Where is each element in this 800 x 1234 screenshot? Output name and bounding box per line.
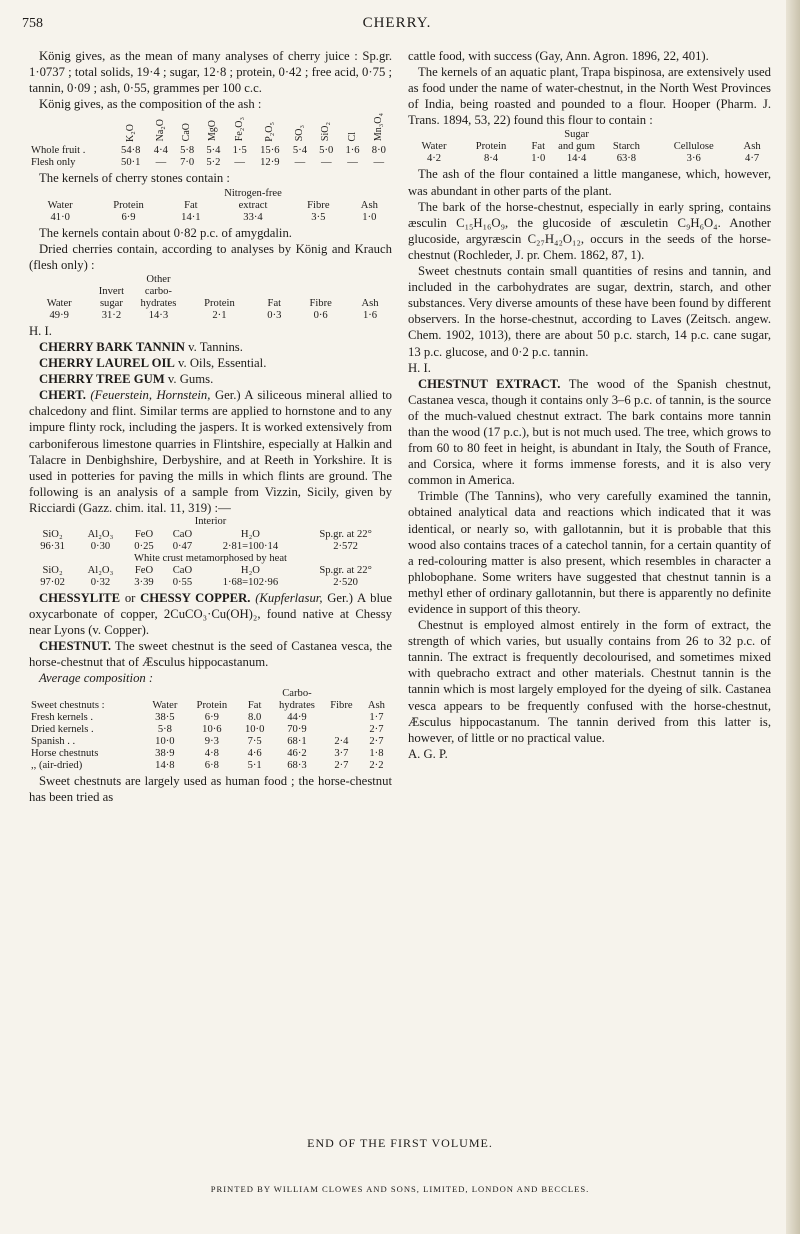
- table-row: Horse chestnuts 38·9 4·8 4·6 46·2 3·7 1·8: [31, 747, 384, 759]
- end-of-volume: END OF THE FIRST VOLUME.: [307, 1136, 493, 1150]
- entry-cherry-bark-tannin: CHERRY BARK TANNIN v. Tannins.: [39, 339, 243, 354]
- table-row: ,, (air-dried) 14·8 6·8 5·1 68·3 2·7 2·2: [31, 759, 384, 771]
- page-header: [22, 16, 772, 36]
- paragraph: Trimble (The Tannins), who very carefully examined the tannin, obtained analytical data and reactions which indicated that it was identical, or nearly so, with gallotannin, but it is probable that this wood also contains traces of a catechol tannin, for a certain quantity of a red-colouring matter is also present, which resembles in character a phlobophane. Some writers have suggested that chestnut tannin is a methyl ether of ordinary gallotannin, but there is apparently no definite evidence in support of this theory.: [408, 489, 771, 616]
- kernels-table: Water Protein Fat Nitrogen-free extract Fibre Ash 41·0 6·9 14·1 33·4 3·5 1·0: [29, 188, 392, 224]
- paragraph: König gives, as the composition of the ash :: [39, 97, 262, 112]
- paragraph: König gives, as the mean of many analyses of cherry juice : Sp.gr. 1·0737 ; total solids, 19·4 ; sugar, 12·8 ; protein, 0·42 ; free acid, 0·75 ; tannin, 0·09 ; ash, 0·55, grammes per 100 c.c.: [29, 49, 392, 96]
- chestnut-composition-table: Sweet chestnuts : Water Protein Fat Carbo-hydrates Fibre Ash Fresh kernels . 38·5 6·9 8.0 44·9 1·7 Dried kernels . 5·8 10·6 10·0 70·9 2·7 Spanish . . 10·0 9·3 7·5 68·1 2·4 2·7 Horse chestnuts 38·9 4·8 4·6 46·2 3·7 1·8 ,, (air-dried) 14·8 6·8 5·1 68·3 2·7 2·2: [29, 688, 392, 772]
- dried-cherries-table: Water Invert sugar Other carbo-hydrates Protein Fat Fibre Ash 49·9 31·2 14·3 2·1 0·3 0·6 1·6: [29, 274, 392, 322]
- avg-composition-label: Average composition :: [39, 671, 154, 686]
- table-row: Spanish . . 10·0 9·3 7·5 68·1 2·4 2·7: [31, 735, 384, 747]
- table-row: Dried kernels . 5·8 10·6 10·0 70·9 2·7: [31, 723, 384, 735]
- entry-chestnut: CHESTNUT. The sweet chestnut is the seed of Castanea vesca, the horse-chestnut that of Æsculus hippocastanum.: [29, 639, 392, 670]
- chert-table: SiO₂ Al₂O₃ FeO CaO H₂O Sp.gr. at 22° 96·31 0·30 0·25 0·47 2·81=100·14 2·572 White crust metamorphosed by heat SiO₂ Al₂O₃ FeO CaO H₂O Sp.gr. at 22° 97·02 0·32 3·39 0·55 1·68=102·96 2·520: [29, 529, 392, 589]
- entry-cherry-tree-gum: CHERRY TREE GUM v. Gums.: [39, 372, 214, 387]
- table-row: 41·0 6·9 14·1 33·4 3·5 1·0: [50, 211, 377, 223]
- entry-chestnut-extract: CHESTNUT EXTRACT. The wood of the Spanish chestnut, Castanea vesca, though it contains only 3–6 p.c. of tannin, is the source of the much-valued chestnut extract. The bark contains more tannin than the wood (17 p.c.), but is not much used. The tree, which grows to from 60 to 80 feet in height, is abundant in Italy, the South of France, and Corsica, where it forms immense forests, and it is also very common in America.: [408, 376, 771, 488]
- page-number: 758: [22, 16, 43, 31]
- entry-chert: CHERT. (Feuerstein, Hornstein, Ger.) A siliceous mineral allied to chalcedony and flint. Similar terms are applied to hornstone and to any impure flinty rock, including the jaspers. It is worked extensively from carboniferous limestone quarries in Flintshire, especially at Halkin and Talacre in Denbighshire, Derbyshire, and at Reeth in Yorkshire. It is used in potteries for paving the mills in which flints are ground. The following is an analysis of a sample from Vizzin, Sicily, given by Ricciardi (Gazz. chim. ital. 11, 319) :—: [29, 388, 393, 515]
- paragraph: Sweet chestnuts are largely used as human food ; the horse-chestnut has been tried as: [29, 773, 392, 804]
- flour-table: Water Protein Fat Sugar and gum Starch Cellulose Ash 4·2 8·4 1·0 14·4 63·8 3·6 4·7: [408, 129, 771, 165]
- chert-interior-label: Interior: [194, 515, 227, 527]
- table-row: Whole fruit . 54·8 4·4 5·8 5·4 1·5 15·6 5·4 5·0 1·6 8·0: [31, 145, 386, 157]
- right-column: [408, 48, 771, 762]
- table-row: 49·9 31·2 14·3 2·1 0·3 0·6 1·6: [49, 309, 378, 321]
- paragraph: The ash of the flour contained a little manganese, which, however, was abundant in other parts of the plant.: [408, 167, 771, 198]
- paragraph: Dried cherries contain, according to analyses by König and Krauch (flesh only) :: [29, 241, 392, 272]
- paragraph: The bark of the horse-chestnut, especially in early spring, contains æsculin C₁₅H₁₆O₉, the glucoside of æsculetin C₉H₆O₄. Another glucoside, argyræscin C₂₇H₄₂O₁₂, occurs in the seeds of the horse-chestnut (Rochleder, J. pr. Chem. 1862, 87, 1).: [408, 199, 771, 262]
- signature: H. I.: [408, 360, 431, 375]
- left-column: [29, 48, 392, 805]
- table-row: 97·02 0·32 3·39 0·55 1·68=102·96 2·520: [40, 576, 358, 588]
- printer-imprint: PRINTED BY WILLIAM CLOWES AND SONS, LIMITED, LONDON AND BECCLES.: [210, 1184, 590, 1194]
- paragraph: The kernels contain about 0·82 p.c. of amygdalin.: [39, 225, 292, 240]
- entry-chessylite: CHESSYLITE or CHESSY COPPER. (Kupferlasur, Ger.) A blue oxycarbonate of copper, 2CuCO₃·Cu(OH)₂, found native at Chessy near Lyons (v. Copper).: [29, 590, 392, 638]
- signature: A. G. P.: [408, 746, 448, 761]
- paragraph: The kernels of an aquatic plant, Trapa bispinosa, are extensively used as food under the name of water-chestnut, in the North West Provinces of India, being roasted and pounded to a flour. Hooper (Pharm. J. Trans. 1894, 53, 22) found this flour to contain :: [408, 65, 771, 128]
- table-row: 4·2 8·4 1·0 14·4 63·8 3·6 4·7: [426, 153, 760, 165]
- page-edge: [786, 0, 800, 1234]
- signature: H. I.: [29, 323, 52, 338]
- table-row: 96·31 0·30 0·25 0·47 2·81=100·14 2·572: [40, 540, 358, 552]
- ash-table: K₂O Na₂O CaO MgO Fe₂O₃ P₂O₅ SO₃ SiO₂ Cl Mn₃O₄ Whole fruit . 54·8 4·4 5·8 5·4 1·5 15·6 5·4 5·0 1·6 8·0 Flesh only 50·1 — 7·0 5·2 — 12·9 — — — —: [29, 113, 392, 169]
- paragraph: The kernels of cherry stones contain :: [39, 171, 230, 186]
- table-row: Flesh only 50·1 — 7·0 5·2 — 12·9 — — — —: [31, 157, 385, 169]
- paragraph: cattle food, with success (Gay, Ann. Agron. 1896, 22, 401).: [408, 49, 709, 63]
- table-row: Fresh kernels . 38·5 6·9 8.0 44·9 1·7: [31, 711, 384, 723]
- running-head: CHERRY.: [362, 15, 432, 31]
- paragraph: Chestnut is employed almost entirely in the form of extract, the strength of which varies, but usually contains from 26 to 32 p.c. of tannin. The extract is frequently decolourised, and sometimes mixed with quebracho extract and other materials. Chestnut tannin is the tannin which is most largely employed for the dyeing of silk. Castanea vesca appears to be frequently confused with the horse-chestnut, Æsculus hippocastanum. The tannin derived from this latter is, however, of little or no practical value.: [408, 618, 771, 745]
- entry-cherry-laurel-oil: CHERRY LAUREL OIL v. Oils, Essential.: [39, 356, 267, 371]
- paragraph: Sweet chestnuts contain small quantities of resins and tannin, and included in the carbohydrates are sugar, dextrin, starch, and other substances. Very diverse amounts of these have been found by different observers. In the horse-chestnut, according to Laves (Zeitsch. angew. Chem. 1902, 1013), there are about 50 p.c. starch, 14 p.c. cane sugar, 13 p.c. glucose, and 0·2 p.c. tannin.: [408, 264, 771, 359]
